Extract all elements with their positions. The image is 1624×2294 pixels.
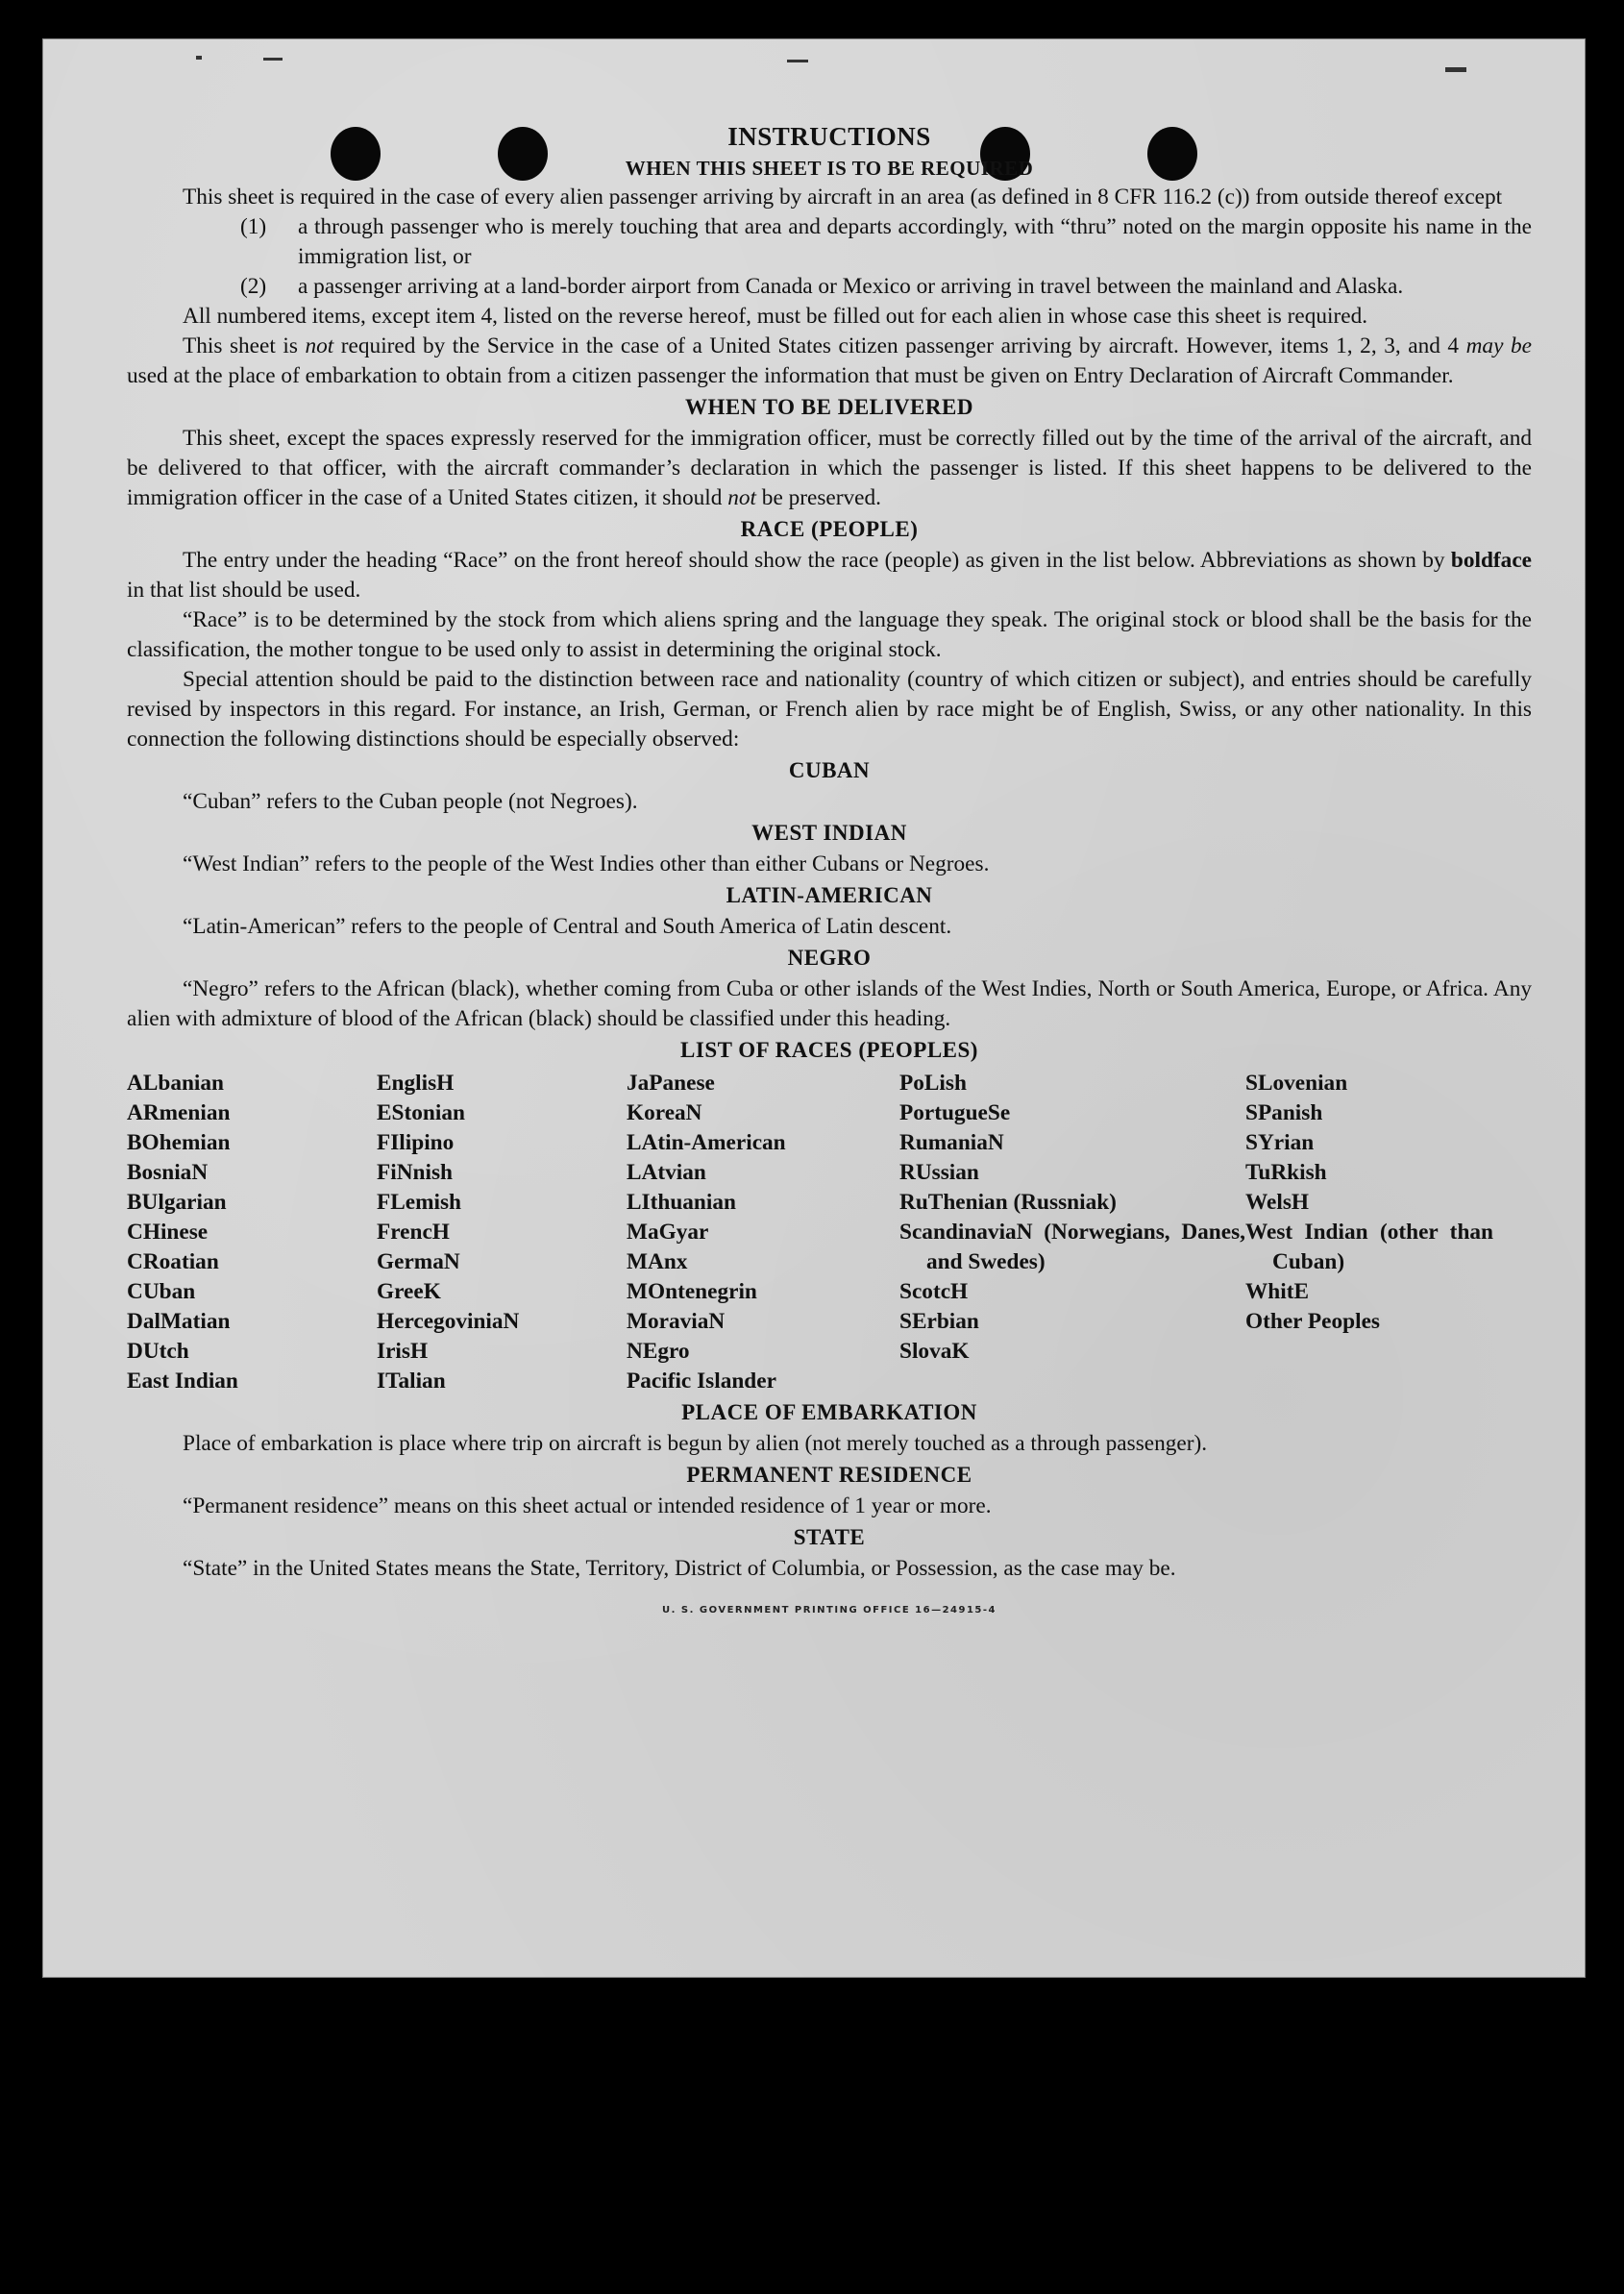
section-heading-negro: NEGRO <box>787 946 872 970</box>
negro-definition: “Negro” refers to the African (black), whether coming from Cuba or other islands of the West Indies, North or South America, Europe, or Africa. Any alien with admixture of blood of the African (black) should be classified under this heading. <box>127 976 1532 1031</box>
race-entry: LAtin-American <box>627 1130 786 1155</box>
scan-speck <box>787 60 808 62</box>
exception-text: a through passenger who is merely touching that area and departs accordingly, with “thru” noted on the margin opposite his name in the immigration list, or <box>298 214 1532 269</box>
race-entry: ScotcH <box>899 1279 969 1304</box>
race-entry: NEgro <box>627 1339 690 1364</box>
race-column <box>627 1069 899 1396</box>
race-entry: FIlipino <box>377 1130 455 1155</box>
residence-definition: “Permanent residence” means on this sheet actual or intended residence of 1 year or more. <box>183 1493 992 1518</box>
section-heading-latin-american: LATIN-AMERICAN <box>726 883 933 907</box>
race-entry: CHinese <box>127 1220 209 1245</box>
race-paragraph: “Race” is to be determined by the stock from which aliens spring and the language they speak. The original stock or blood shall be the basis for the classification, the mother tongue to be used only to assist in determining the original stock. <box>127 607 1532 662</box>
race-entry: Other Peoples <box>1245 1309 1380 1334</box>
race-entry: Pacific Islander <box>627 1369 776 1394</box>
race-entry: East Indian <box>127 1369 238 1394</box>
race-entry: SLovenian <box>1245 1071 1348 1096</box>
required-intro: This sheet is required in the case of every alien passenger arriving by aircraft in an area (as defined in 8 CFR 116.2 (c)) from outside thereof except <box>183 185 1503 210</box>
race-entry: SlovaK <box>899 1339 970 1364</box>
citizen-paragraph-text: This sheet is <box>183 333 306 358</box>
section-heading-residence: PERMANENT RESIDENCE <box>686 1463 972 1487</box>
delivery-paragraph <box>127 424 1532 513</box>
race-entry: JaPanese <box>627 1071 715 1096</box>
section-heading-state: STATE <box>793 1525 866 1549</box>
race-entry: HercegoviniaN <box>377 1309 520 1334</box>
race-entry: CRoatian <box>127 1249 219 1274</box>
race-entry: EStonian <box>377 1100 465 1125</box>
race-entry: RuThenian (Russniak) <box>899 1190 1117 1215</box>
scan-speck <box>263 58 283 61</box>
race-paragraph-text: The entry under the heading “Race” on the front hereof should show the race (people) as given in the list below. Abbreviations as shown by <box>183 548 1451 573</box>
printer-imprint: U. S. GOVERNMENT PRINTING OFFICE 16—24915-4 <box>662 1605 997 1616</box>
race-paragraph: Special attention should be paid to the distinction between race and nationality (country of which citizen or subject), and entries should be carefully revised by inspectors in this regard. For instance, an Irish, German, or French alien by race might be of English, Swiss, or any other nationality. In this connection the following distinctions should be especially observed: <box>127 667 1532 752</box>
section-heading-when-required: WHEN THIS SHEET IS TO BE REQUIRED <box>625 157 1034 180</box>
race-entry: KoreaN <box>627 1100 702 1125</box>
race-entry: DalMatian <box>127 1309 231 1334</box>
race-entry: PortugueSe <box>899 1100 1011 1125</box>
race-entry: MaGyar <box>627 1220 709 1245</box>
embarkation-definition: Place of embarkation is place where trip on aircraft is begun by alien (not merely touched as a through passenger). <box>183 1431 1208 1456</box>
race-entry: SErbian <box>899 1309 979 1334</box>
citizen-paragraph-text: used at the place of embarkation to obtain from a citizen passenger the information that must be given on Entry Declaration of Aircraft Commander. <box>127 363 1454 388</box>
citizen-paragraph-text: required by the Service in the case of a United States citizen passenger arriving by aircraft. However, items 1, 2, 3, and 4 <box>333 333 1466 358</box>
race-entry: SYrian <box>1245 1130 1315 1155</box>
exception-number: (1) <box>240 214 267 239</box>
race-entry: DUtch <box>127 1339 189 1364</box>
race-entry: LIthuanian <box>627 1190 736 1215</box>
document-sheet <box>42 38 1586 1978</box>
race-entry: West Indian (other than Cuban) <box>1245 1220 1493 1274</box>
race-entry: BUlgarian <box>127 1190 227 1215</box>
race-entry: GermaN <box>377 1249 460 1274</box>
section-heading-race: RACE (PEOPLE) <box>740 517 919 541</box>
scan-speck <box>1445 67 1466 72</box>
delivery-paragraph-text: be preserved. <box>755 485 881 510</box>
race-entry: EnglisH <box>377 1071 455 1096</box>
race-entry: RumaniaN <box>899 1130 1004 1155</box>
scan-speck <box>196 56 202 60</box>
race-paragraph <box>127 546 1532 605</box>
race-entry: IrisH <box>377 1339 429 1364</box>
race-entry: MAnx <box>627 1249 688 1274</box>
race-column <box>899 1069 1245 1396</box>
race-entry: LAtvian <box>627 1160 706 1185</box>
race-entry: FrencH <box>377 1220 450 1245</box>
delivery-paragraph-text: This sheet, except the spaces expressly reserved for the immigration officer, must be correctly filled out by the time of the arrival of the aircraft, and be delivered to that officer, with the aircraft commander’s declaration in which the passenger is listed. If this sheet happens to be delivered to the immigration officer in the case of a United States citizen, it should <box>127 426 1532 510</box>
numbered-items-paragraph: All numbered items, except item 4, listed on the reverse hereof, must be filled out for each alien in whose case this sheet is required. <box>183 304 1368 329</box>
citizen-paragraph-emphasis: may be <box>1465 333 1532 358</box>
citizen-paragraph <box>127 332 1532 391</box>
race-paragraph-text: in that list should be used. <box>127 578 361 603</box>
document-body <box>127 119 1532 1625</box>
race-entry: WelsH <box>1245 1190 1310 1215</box>
exception-number: (2) <box>240 274 267 299</box>
races-list <box>127 1069 1532 1396</box>
race-entry: TuRkish <box>1245 1160 1327 1185</box>
race-entry: CUban <box>127 1279 196 1304</box>
section-heading-embarkation: PLACE OF EMBARKATION <box>681 1400 977 1424</box>
race-paragraph-bold: boldface <box>1450 548 1532 573</box>
race-entry: ALbanian <box>127 1071 225 1096</box>
delivery-paragraph-emphasis: not <box>727 485 756 510</box>
race-entry: FLemish <box>377 1190 462 1215</box>
section-heading-list-of-races: LIST OF RACES (PEOPLES) <box>680 1038 978 1062</box>
race-entry: BOhemian <box>127 1130 231 1155</box>
section-heading-cuban: CUBAN <box>788 758 871 782</box>
state-definition: “State” in the United States means the State, Territory, District of Columbia, or Possession, as the case may be. <box>183 1556 1176 1581</box>
race-column <box>377 1069 627 1396</box>
section-heading-when-delivered: WHEN TO BE DELIVERED <box>685 395 973 419</box>
race-column <box>127 1069 377 1396</box>
race-entry: WhitE <box>1245 1279 1310 1304</box>
exception-text: a passenger arriving at a land-border airport from Canada or Mexico or arriving in travel between the mainland and Alaska. <box>298 274 1404 299</box>
race-entry: GreeK <box>377 1279 441 1304</box>
race-entry: SPanish <box>1245 1100 1323 1125</box>
race-entry: FiNnish <box>377 1160 453 1185</box>
cuban-definition: “Cuban” refers to the Cuban people (not Negroes). <box>183 789 638 814</box>
race-column <box>1245 1069 1493 1396</box>
race-entry: ITalian <box>377 1369 446 1394</box>
exception-item <box>240 272 1532 302</box>
citizen-paragraph-emphasis: not <box>305 333 334 358</box>
race-entry: RUssian <box>899 1160 979 1185</box>
race-entry: BosniaN <box>127 1160 209 1185</box>
document-title: INSTRUCTIONS <box>727 122 931 151</box>
race-entry: MoraviaN <box>627 1309 726 1334</box>
race-entry: ScandinaviaN (Norwegians, Danes, and Swedes) <box>899 1220 1245 1274</box>
latin-american-definition: “Latin-American” refers to the people of Central and South America of Latin descent. <box>183 914 952 939</box>
race-entry: MOntenegrin <box>627 1279 757 1304</box>
exception-item <box>240 212 1532 272</box>
west-indian-definition: “West Indian” refers to the people of the West Indies other than either Cubans or Negroes. <box>183 851 990 876</box>
race-entry: ARmenian <box>127 1100 231 1125</box>
section-heading-west-indian: WEST INDIAN <box>751 821 907 845</box>
race-entry: PoLish <box>899 1071 967 1096</box>
